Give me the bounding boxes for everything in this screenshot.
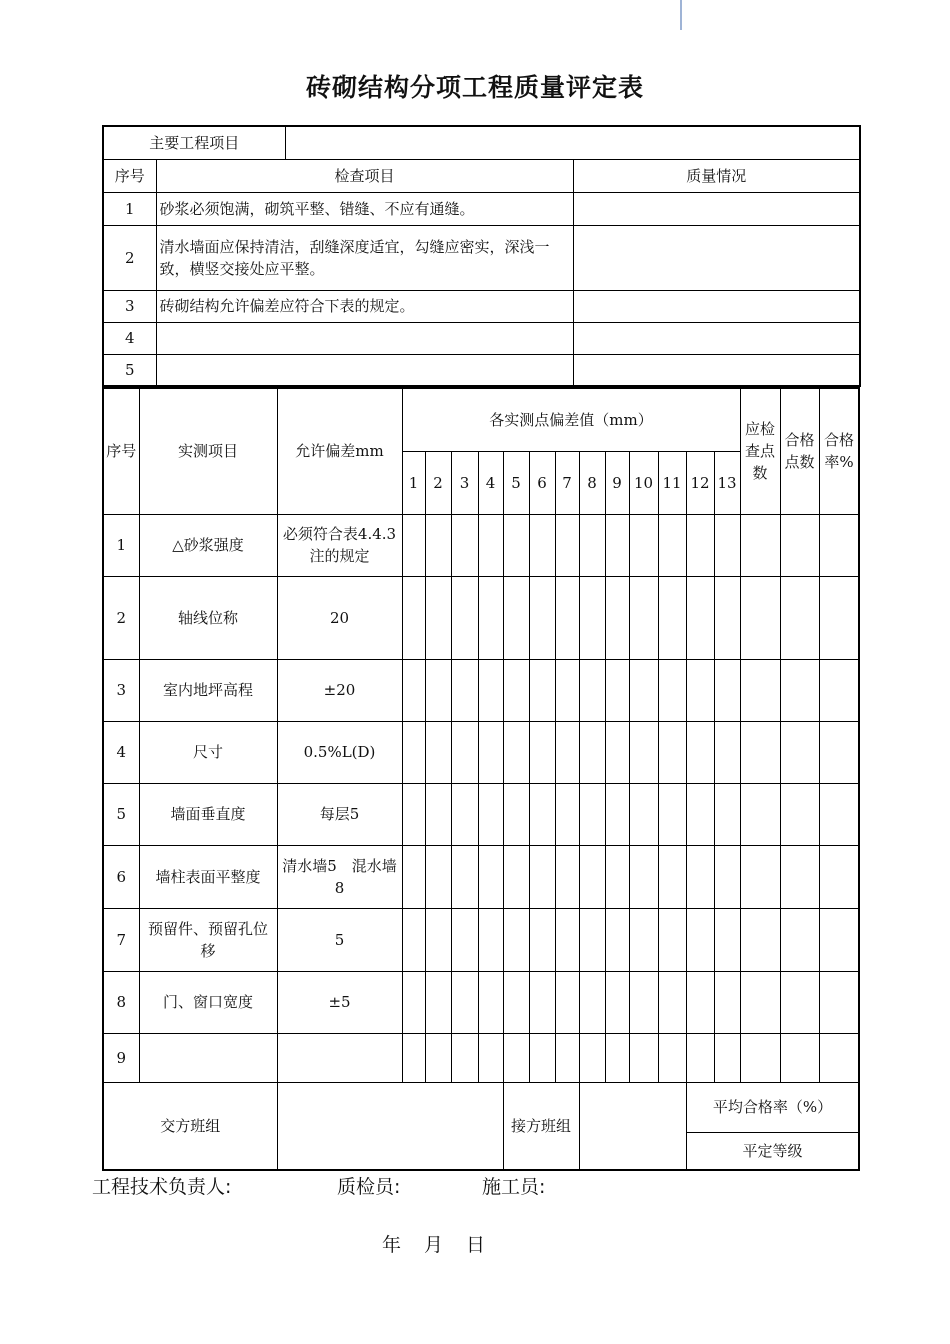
table-row [103,783,859,845]
deviation-cell[interactable] [658,514,686,576]
inspection-table [102,125,861,387]
row-seq: 3 [103,290,156,322]
deviation-cell[interactable] [658,659,686,721]
m-row-seq: 4 [103,721,139,783]
deviation-cell[interactable] [658,908,686,971]
m-rate-header: 合格率% [819,388,859,514]
deviation-cell[interactable] [605,845,629,908]
deviation-cell[interactable] [503,971,529,1033]
deviation-cell[interactable] [478,783,503,845]
deviation-cell[interactable] [605,514,629,576]
deviation-cell[interactable] [714,514,740,576]
m-row-item: 墙柱表面平整度 [139,845,277,908]
m-row-seq: 3 [103,659,139,721]
m-seq-header: 序号 [103,388,139,514]
page-title: 砖砌结构分项工程质量评定表 [305,73,644,102]
m-row-tolerance: 清水墙5 混水墙8 [277,845,402,908]
point-number-header: 8 [579,451,605,514]
deviation-cell[interactable] [451,783,478,845]
m-row-seq: 2 [103,576,139,659]
rate-cell[interactable] [819,514,859,576]
page-corner-mark [680,0,682,30]
m-row-item: △砂浆强度 [139,514,277,576]
should-check-cell[interactable] [740,659,780,721]
m-row-tolerance: 5 [277,908,402,971]
rate-cell[interactable] [819,659,859,721]
deviation-cell[interactable] [402,659,425,721]
builder-label: 施工员: [482,1176,546,1198]
deviation-cell[interactable] [555,659,579,721]
deviation-cell[interactable] [714,845,740,908]
deviation-cell[interactable] [579,971,605,1033]
row-seq: 4 [103,322,156,354]
qualified-cell[interactable] [780,1033,819,1082]
deviation-cell[interactable] [629,908,658,971]
project-value-cell[interactable] [285,126,860,159]
should-check-cell[interactable] [740,576,780,659]
m-row-item: 预留件、预留孔位移 [139,908,277,971]
deviation-cell[interactable] [629,783,658,845]
row-seq: 1 [103,192,156,225]
m-row-tolerance: ±5 [277,971,402,1033]
table-row [103,908,859,971]
m-row-tolerance: ±20 [277,659,402,721]
rate-cell[interactable] [819,845,859,908]
deviation-cell[interactable] [478,845,503,908]
deviation-cell[interactable] [529,971,555,1033]
deviation-cell[interactable] [451,1033,478,1082]
deviation-cell[interactable] [402,783,425,845]
table-row [103,576,859,659]
deviation-cell[interactable] [579,576,605,659]
point-number-header: 4 [478,451,503,514]
deviation-cell[interactable] [686,1033,714,1082]
m-row-item: 门、窗口宽度 [139,971,277,1033]
row-quality-cell[interactable] [573,192,860,225]
m-row-seq: 8 [103,971,139,1033]
row-seq: 5 [103,354,156,386]
deviation-cell[interactable] [503,721,529,783]
deviation-cell[interactable] [555,908,579,971]
row-quality-cell[interactable] [573,290,860,322]
quality-header: 质量情况 [573,159,860,192]
m-row-tolerance: 20 [277,576,402,659]
deviation-cell[interactable] [629,971,658,1033]
should-check-cell[interactable] [740,783,780,845]
deviation-cell[interactable] [658,721,686,783]
point-number-header: 3 [451,451,478,514]
deviation-cell[interactable] [503,845,529,908]
deviation-cell[interactable] [503,1033,529,1082]
deviation-cell[interactable] [503,576,529,659]
deviation-cell[interactable] [658,971,686,1033]
deviation-cell[interactable] [714,783,740,845]
deviation-cell[interactable] [425,514,451,576]
deviation-cell[interactable] [529,845,555,908]
row-seq: 2 [103,225,156,290]
deviation-cell[interactable] [579,783,605,845]
deviation-cell[interactable] [529,1033,555,1082]
m-row-tolerance: 每层5 [277,783,402,845]
deviation-cell[interactable] [478,1033,503,1082]
row-item[interactable] [156,354,573,386]
point-number-header: 13 [714,451,740,514]
rate-cell[interactable] [819,908,859,971]
point-number-header: 7 [555,451,579,514]
table-row [103,290,860,322]
deviation-cell[interactable] [686,514,714,576]
deviation-cell[interactable] [451,971,478,1033]
deviation-cell[interactable] [605,908,629,971]
row-quality-cell[interactable] [573,225,860,290]
m-row-seq: 6 [103,845,139,908]
deviation-cell[interactable] [555,576,579,659]
rate-cell[interactable] [819,576,859,659]
deviation-cell[interactable] [555,721,579,783]
deviation-cell[interactable] [402,1033,425,1082]
table-row [103,225,860,290]
deviation-cell[interactable] [605,783,629,845]
deviation-cell[interactable] [555,845,579,908]
deviation-cell[interactable] [478,576,503,659]
deviation-cell[interactable] [579,1033,605,1082]
deviation-cell[interactable] [478,721,503,783]
table-row [103,192,860,225]
deviation-cell[interactable] [686,783,714,845]
row-item: 清水墙面应保持清洁，刮缝深度适宜，勾缝应密实，深浅一致，横竖交接处应平整。 [156,225,573,290]
m-item-header: 实测项目 [139,388,277,514]
table-row [103,514,859,576]
m-row-seq: 7 [103,908,139,971]
deviation-cell[interactable] [402,845,425,908]
point-number-header: 9 [605,451,629,514]
tech-lead-label: 工程技术负责人: [92,1176,232,1198]
deviation-cell[interactable] [714,576,740,659]
m-row-item: 墙面垂直度 [139,783,277,845]
deviation-cell[interactable] [579,721,605,783]
deviation-cell[interactable] [478,971,503,1033]
seq-header: 序号 [103,159,156,192]
receiver-value-cell[interactable] [579,1082,686,1170]
row-quality-cell[interactable] [573,354,860,386]
m-row-seq: 1 [103,514,139,576]
m-row-tolerance: 必须符合表4.4.3注的规定 [277,514,402,576]
project-label: 主要工程项目 [103,126,285,159]
deviation-cell[interactable] [425,971,451,1033]
grade-label: 平定等级 [686,1132,859,1170]
deviation-cell[interactable] [478,908,503,971]
deviation-cell[interactable] [529,721,555,783]
handover-value-cell[interactable] [277,1082,503,1170]
should-check-cell[interactable] [740,845,780,908]
deviation-cell[interactable] [402,971,425,1033]
row-item: 砖砌结构允许偏差应符合下表的规定。 [156,290,573,322]
point-number-header: 1 [402,451,425,514]
m-row-tolerance [277,1033,402,1082]
rate-cell[interactable] [819,1033,859,1082]
deviation-cell[interactable] [503,659,529,721]
deviation-cell[interactable] [503,514,529,576]
deviation-cell[interactable] [714,659,740,721]
m-row-item [139,1033,277,1082]
deviation-cell[interactable] [686,576,714,659]
table-row [103,659,859,721]
point-number-header: 11 [658,451,686,514]
qualified-cell[interactable] [780,845,819,908]
deviation-cell[interactable] [503,908,529,971]
qualified-cell[interactable] [780,783,819,845]
deviation-cell[interactable] [658,576,686,659]
should-check-cell[interactable] [740,971,780,1033]
deviation-cell[interactable] [425,721,451,783]
table-row [103,721,859,783]
table-row [103,971,859,1033]
deviation-cell[interactable] [579,514,605,576]
deviation-cell[interactable] [529,514,555,576]
row-item[interactable] [156,322,573,354]
rate-cell[interactable] [819,971,859,1033]
check-item-header: 检查项目 [156,159,573,192]
deviation-cell[interactable] [402,721,425,783]
deviation-cell[interactable] [579,908,605,971]
deviation-cell[interactable] [658,1033,686,1082]
deviation-cell[interactable] [451,659,478,721]
deviation-cell[interactable] [629,514,658,576]
m-row-tolerance: 0.5%L(D) [277,721,402,783]
qualified-cell[interactable] [780,514,819,576]
signature-line [92,1172,545,1199]
m-row-item: 轴线位称 [139,576,277,659]
m-should-check-header: 应检查点数 [740,388,780,514]
deviation-cell[interactable] [605,659,629,721]
deviation-cell[interactable] [629,721,658,783]
deviation-cell[interactable] [686,971,714,1033]
point-number-header: 5 [503,451,529,514]
measurement-table [102,387,860,1171]
deviation-cell[interactable] [402,514,425,576]
table-row [103,322,860,354]
deviation-cell[interactable] [425,576,451,659]
deviation-cell[interactable] [529,908,555,971]
table-row [103,354,860,386]
deviation-cell[interactable] [451,576,478,659]
deviation-cell[interactable] [629,576,658,659]
deviation-cell[interactable] [478,659,503,721]
m-row-item: 室内地坪高程 [139,659,277,721]
deviation-cell[interactable] [714,1033,740,1082]
m-deviation-header: 各实测点偏差值（mm） [402,388,740,451]
qualified-cell[interactable] [780,576,819,659]
deviation-cell[interactable] [686,908,714,971]
deviation-cell[interactable] [402,576,425,659]
deviation-cell[interactable] [555,514,579,576]
date-line: 年 月 日 [382,1234,488,1256]
deviation-cell[interactable] [425,659,451,721]
deviation-cell[interactable] [629,1033,658,1082]
deviation-cell[interactable] [714,971,740,1033]
deviation-cell[interactable] [605,1033,629,1082]
deviation-cell[interactable] [629,659,658,721]
deviation-cell[interactable] [579,659,605,721]
deviation-cell[interactable] [555,783,579,845]
handover-label: 交方班组 [103,1082,277,1170]
qualified-cell[interactable] [780,908,819,971]
row-quality-cell[interactable] [573,322,860,354]
deviation-cell[interactable] [451,845,478,908]
deviation-cell[interactable] [555,971,579,1033]
should-check-cell[interactable] [740,721,780,783]
deviation-cell[interactable] [451,721,478,783]
point-number-header: 2 [425,451,451,514]
deviation-cell[interactable] [555,1033,579,1082]
rate-cell[interactable] [819,783,859,845]
deviation-cell[interactable] [579,845,605,908]
rate-cell[interactable] [819,721,859,783]
deviation-cell[interactable] [451,514,478,576]
deviation-cell[interactable] [686,721,714,783]
deviation-cell[interactable] [605,576,629,659]
deviation-cell[interactable] [529,576,555,659]
deviation-cell[interactable] [478,514,503,576]
should-check-cell[interactable] [740,514,780,576]
deviation-cell[interactable] [529,783,555,845]
point-number-header: 12 [686,451,714,514]
deviation-cell[interactable] [605,721,629,783]
deviation-cell[interactable] [529,659,555,721]
deviation-cell[interactable] [629,845,658,908]
should-check-cell[interactable] [740,1033,780,1082]
deviation-cell[interactable] [425,783,451,845]
deviation-cell[interactable] [714,721,740,783]
deviation-cell[interactable] [503,783,529,845]
m-tolerance-header: 允许偏差mm [277,388,402,514]
deviation-cell[interactable] [686,659,714,721]
deviation-cell[interactable] [402,908,425,971]
qualified-cell[interactable] [780,721,819,783]
deviation-cell[interactable] [658,783,686,845]
table-row [103,845,859,908]
m-qualified-header: 合格点数 [780,388,819,514]
avg-rate-label: 平均合格率（%） [686,1082,859,1132]
deviation-cell[interactable] [451,908,478,971]
table-row [103,1033,859,1082]
deviation-cell[interactable] [605,971,629,1033]
point-number-header: 6 [529,451,555,514]
deviation-cell[interactable] [425,845,451,908]
m-row-seq: 5 [103,783,139,845]
should-check-cell[interactable] [740,908,780,971]
m-row-item: 尺寸 [139,721,277,783]
deviation-cell[interactable] [686,845,714,908]
point-number-header: 10 [629,451,658,514]
m-row-seq: 9 [103,1033,139,1082]
deviation-cell[interactable] [425,1033,451,1082]
row-item: 砂浆必须饱满，砌筑平整、错缝、不应有通缝。 [156,192,573,225]
qualified-cell[interactable] [780,659,819,721]
receiver-label: 接方班组 [503,1082,579,1170]
inspector-label: 质检员: [337,1176,401,1198]
deviation-cell[interactable] [658,845,686,908]
deviation-cell[interactable] [714,908,740,971]
deviation-cell[interactable] [425,908,451,971]
qualified-cell[interactable] [780,971,819,1033]
